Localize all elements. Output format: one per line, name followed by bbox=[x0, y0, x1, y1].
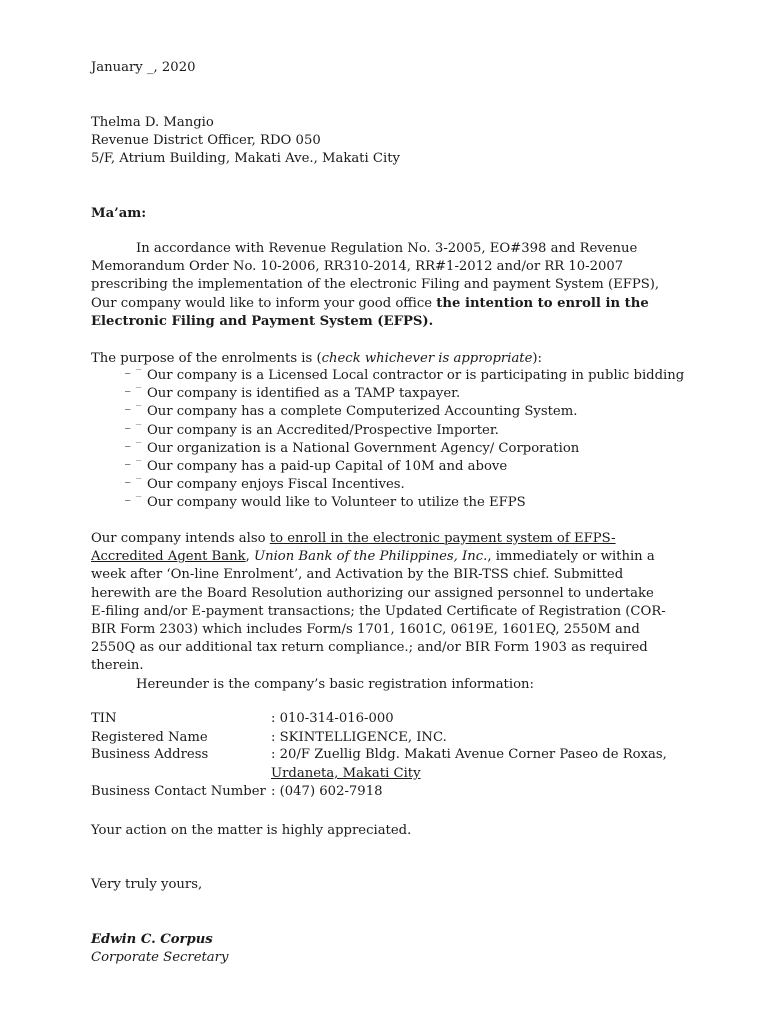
checkbox-icon[interactable]: – ̅ bbox=[125, 369, 136, 379]
intro-paragraph bbox=[91, 240, 666, 331]
recipient-name: Thelma D. Mangio bbox=[91, 115, 214, 130]
checklist-item[interactable] bbox=[125, 403, 684, 421]
payment-comma: , bbox=[245, 549, 254, 565]
registration-row-address bbox=[91, 746, 667, 764]
checkbox-icon[interactable]: – ̅ bbox=[125, 478, 136, 489]
checklist-item-label: Our company would like to Volunteer to utilize the EFPS bbox=[147, 495, 526, 511]
checkbox-icon[interactable]: – ̅ bbox=[125, 405, 136, 416]
checkbox-icon[interactable]: – ̅ bbox=[125, 459, 136, 470]
registration-address-line2: Urdaneta, Makati City bbox=[271, 766, 421, 781]
checklist-item[interactable] bbox=[125, 476, 684, 494]
registration-label: TIN bbox=[91, 711, 117, 726]
letter-page bbox=[91, 0, 685, 1024]
bank-name: Union Bank of the Philippines, Inc. bbox=[253, 549, 488, 565]
purpose-lead-text: The purpose of the enrolments is ( bbox=[91, 351, 322, 366]
checkbox-icon[interactable]: – ̅ bbox=[125, 423, 136, 434]
checklist-item[interactable] bbox=[125, 385, 684, 403]
checklist-item-label: Our company is identified as a TAMP taxpayer. bbox=[147, 386, 461, 402]
checklist-item[interactable] bbox=[125, 458, 684, 476]
registration-value: : (047) 602-7918 bbox=[271, 784, 383, 799]
intro-emphasis: the intention to enroll in the Electronic Filing and Payment System (EFPS). bbox=[91, 295, 649, 329]
checklist-item[interactable] bbox=[125, 367, 684, 385]
checkbox-icon[interactable]: – ̅ bbox=[125, 496, 136, 507]
intro-text: In accordance with Revenue Regulation No. 3-2005, EO#398 and Revenue Memorandum Order No. 10-2006, RR310-2014, RR#1-2012 and/or RR 10-2007 prescribing the implementation of the electronic Filing and payment System (EFPS), Our company would like to inform your good office bbox=[91, 241, 660, 311]
registration-value: : 20/F Zuellig Bldg. Makati Avenue Corner Paseo de Roxas, bbox=[271, 747, 667, 762]
checklist-item[interactable] bbox=[125, 494, 684, 512]
payment-lead: Our company intends also bbox=[91, 531, 270, 546]
checklist-item-label: Our company is a Licensed Local contractor or is participating in public bidding bbox=[147, 368, 685, 383]
checklist-item[interactable] bbox=[125, 440, 684, 458]
checklist-item-label: Our company is an Accredited/Prospective Importer. bbox=[147, 422, 499, 438]
recipient-title: Revenue District Officer, RDO 050 bbox=[91, 133, 321, 148]
payment-underlined: to enroll in the electronic payment system of EFPS- Accredited Agent Bank bbox=[91, 531, 616, 565]
checkbox-icon[interactable]: – ̅ bbox=[125, 387, 136, 398]
registration-row-tin bbox=[91, 710, 394, 728]
purpose-instruction: check whichever is appropriate bbox=[321, 351, 533, 366]
registration-label: Registered Name bbox=[91, 730, 208, 745]
registration-row-name bbox=[91, 729, 447, 747]
registration-value: : 010-314-016-000 bbox=[271, 711, 394, 726]
registration-row-contact bbox=[91, 783, 382, 801]
registration-label: Business Contact Number bbox=[91, 784, 266, 799]
registration-value: : SKINTELLIGENCE, INC. bbox=[271, 730, 447, 745]
purpose-checklist bbox=[125, 367, 684, 513]
checkbox-icon[interactable]: – ̅ bbox=[125, 441, 136, 452]
letter-date: January _, 2020 bbox=[91, 60, 196, 75]
hereunder-line: Hereunder is the company’s basic registration information: bbox=[136, 677, 534, 692]
salutation: Ma’am: bbox=[91, 206, 147, 221]
checklist-item-label: Our company has a complete Computerized Accounting System. bbox=[147, 404, 578, 420]
purpose-lead bbox=[91, 350, 542, 368]
signatory-title: Corporate Secretary bbox=[91, 950, 229, 965]
payment-paragraph bbox=[91, 530, 666, 676]
valediction: Very truly yours, bbox=[91, 877, 203, 892]
checklist-item[interactable] bbox=[125, 422, 684, 440]
checklist-item-label: Our organization is a National Government Agency/ Corporation bbox=[147, 440, 580, 456]
payment-rest: , immediately or within a week after ‘On-line Enrolment’, and Activation by the BIR-TSS chief. Submitted herewith are the Board Resolution authorizing our assigned personnel to undertake E-filing and/or E-payment transactions; the Updated Certificate of Registration (COR-BIR Form 2303) which includes Form/s 1701, 1601C, 0619E, 1601EQ, 2550M and 2550Q as our additional tax return compliance.; and/or BIR Form 1903 as required therein. bbox=[91, 549, 666, 674]
checklist-item-label: Our company enjoys Fiscal Incentives. bbox=[147, 477, 405, 493]
checklist-item-label: Our company has a paid-up Capital of 10M and above bbox=[147, 458, 508, 474]
purpose-tail: ): bbox=[532, 351, 542, 366]
closing-line: Your action on the matter is highly appreciated. bbox=[91, 823, 412, 838]
recipient-address: 5/F, Atrium Building, Makati Ave., Makati City bbox=[91, 151, 400, 166]
registration-label: Business Address bbox=[91, 747, 209, 762]
signatory-name: Edwin C. Corpus bbox=[91, 932, 213, 947]
